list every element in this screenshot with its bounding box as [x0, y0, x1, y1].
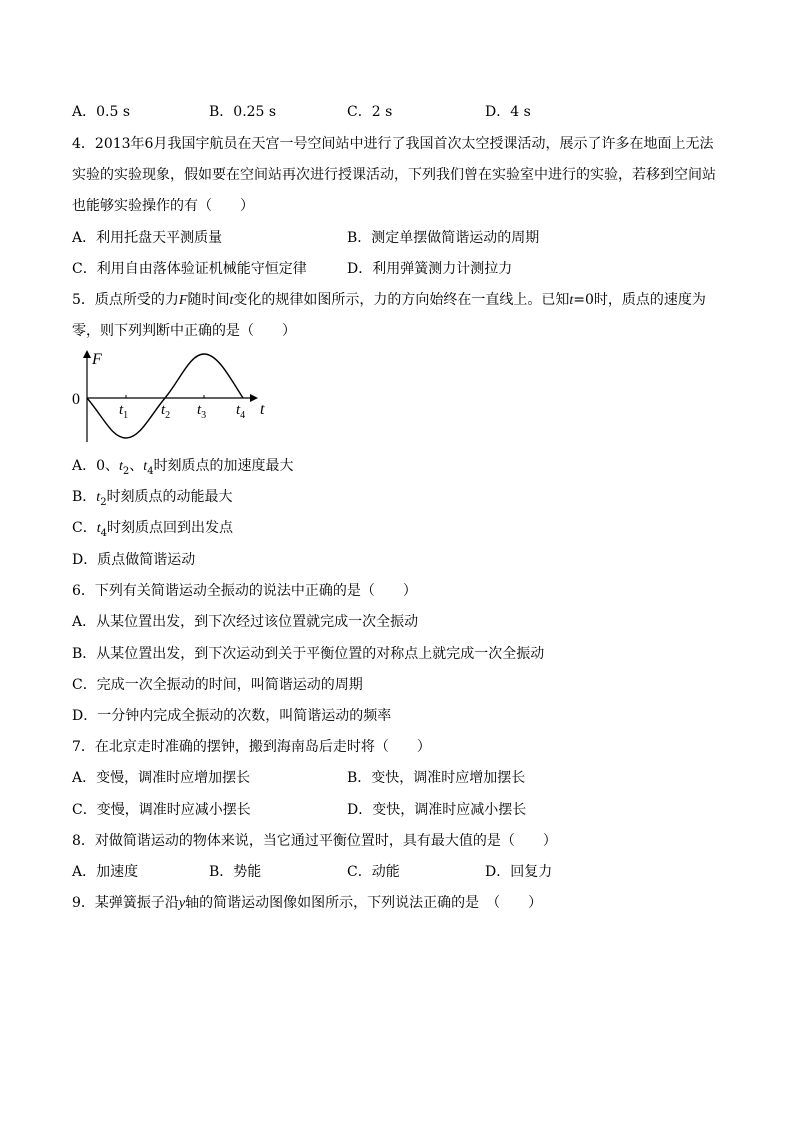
q6-option-a: A．从某位置出发，到下次经过该位置就完成一次全振动 — [72, 614, 419, 630]
q8-option-a: A．加速度 — [72, 864, 139, 880]
q6-option-b: B．从某位置出发，到下次运动到关于平衡位置的对称点上就完成一次全振动 — [72, 646, 545, 662]
graph-y-arrow — [83, 350, 91, 358]
q5-stem-line-1: 5．质点所受的力F随时间t变化的规律如图所示，力的方向始终在一直线上。已知t=0时，质点的速度为 — [72, 292, 706, 308]
q3-option-c: C．2 s — [347, 104, 393, 120]
q3-option-a: A．0.5 s — [72, 104, 131, 120]
q4-stem-line-2: 实验的实验现象，假如要在空间站再次进行授课活动，下列我们曾在实验室中进行的实验，若移到空间站 — [72, 167, 716, 183]
q4-stem-line-3: 也能够实验操作的有（ ） — [72, 198, 254, 214]
graph-x-label: t — [260, 401, 265, 418]
graph-force-curve — [87, 354, 246, 438]
q4-option-d: D．利用弹簧测力计测拉力 — [347, 261, 513, 277]
tick-label-t3: $t_3$ — [197, 402, 207, 421]
tick-label-t1: $t_1$ — [119, 402, 129, 421]
graph-origin-label: 0 — [72, 391, 80, 408]
q5-stem-line-2: 零，则下列判断中正确的是（ ） — [72, 323, 296, 339]
q7-option-b: B．变快，调准时应增加摆长 — [347, 770, 526, 786]
q5-option-c: C．$t_4$时刻质点回到出发点 — [72, 520, 233, 539]
q7-option-a: A．变慢，调准时应增加摆长 — [72, 770, 251, 786]
q9-stem: 9．某弹簧振子沿y轴的简谐运动图像如图所示，下列说法正确的是 （ ） — [72, 895, 543, 911]
q5-option-d: D．质点做简谐运动 — [72, 552, 196, 568]
force-time-graph — [70, 346, 280, 448]
q7-stem: 7．在北京走时准确的摆钟，搬到海南岛后走时将（ ） — [72, 739, 431, 755]
graph-y-label: F — [92, 351, 102, 368]
q7-option-d: D．变快，调准时应减小摆长 — [347, 802, 527, 818]
q3-option-d: D．4 s — [485, 104, 531, 120]
tick-label-t4: $t_4$ — [236, 402, 246, 421]
tick-label-t2: $t_2$ — [161, 402, 171, 421]
q8-stem: 8．对做简谐运动的物体来说，当它通过平衡位置时，具有最大值的是（ ） — [72, 833, 557, 849]
q6-stem: 6．下列有关简谐运动全振动的说法中正确的是（ ） — [72, 583, 417, 599]
q7-option-c: C．变慢，调准时应减小摆长 — [72, 802, 251, 818]
graph-x-arrow — [250, 394, 258, 402]
q8-option-c: C．动能 — [347, 864, 400, 880]
q5-option-b: B．$t_2$时刻质点的动能最大 — [72, 489, 233, 508]
q4-option-b: B．测定单摆做简谐运动的周期 — [347, 230, 540, 246]
q3-option-b: B．0.25 s — [209, 104, 277, 120]
q5-option-a: A．0、$t_2$、$t_4$时刻质点的加速度最大 — [72, 458, 294, 477]
q6-option-d: D．一分钟内完成全振动的次数，叫简谐运动的频率 — [72, 708, 392, 724]
q4-stem-line-1: 4．2013年6月我国宇航员在天宫一号空间站中进行了我国首次太空授课活动，展示了许多在地面上无法 — [72, 136, 714, 152]
q8-option-b: B．势能 — [209, 864, 262, 880]
q4-option-a: A．利用托盘天平测质量 — [72, 230, 223, 246]
q6-option-c: C．完成一次全振动的时间，叫简谐运动的周期 — [72, 677, 363, 693]
q4-option-c: C．利用自由落体验证机械能守恒定律 — [72, 261, 307, 277]
q8-option-d: D．回复力 — [485, 864, 553, 880]
